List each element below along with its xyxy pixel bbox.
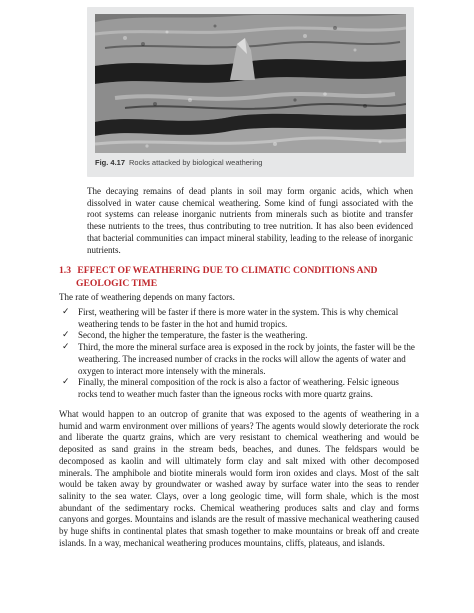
- list-item: [59, 342, 419, 377]
- section-title-line2: GEOLOGIC TIME: [76, 277, 158, 289]
- check-icon: ✓: [62, 377, 70, 388]
- list-item-text: First, weathering will be faster if there is more water in the system. This is why chemical weathering tends to be faster in the hot and humid tropics.: [78, 307, 399, 329]
- factors-checklist: [59, 307, 419, 401]
- figure-4-17: [87, 7, 414, 177]
- section-heading: [59, 265, 389, 290]
- check-icon: ✓: [62, 342, 70, 353]
- list-item: [59, 330, 419, 342]
- paragraph-organic-acids: The decaying remains of dead plants in soil may form organic acids, which when dissolved in water cause chemical weathering. Some kind of fungi associated with the root systems can release inorganic nutrients from minerals such as biotite and transfer these nutrients to the trees, thus contributing to tree nutrition. It has also been evidenced that bacterial communities can impact mineral stability, leading to the release of inorganic nutrients.: [87, 186, 413, 255]
- check-icon: ✓: [62, 307, 70, 317]
- figure-number: Fig. 4.17: [95, 158, 126, 167]
- rock-photo: [95, 14, 406, 153]
- section-title-line1: EFFECT OF WEATHERING DUE TO CLIMATIC CONDITIONS AND: [77, 265, 378, 276]
- list-item: [59, 307, 419, 330]
- rock-photo-drawing: [95, 14, 406, 153]
- paragraph-granite-outcrop: What would happen to an outcrop of granite that was exposed to the agents of weathering in a humid and warm environment over millions of years? The agents would slowly deteriorate the rock and liberate the quartz grains, which are very resistant to chemical weathering and would be deposited as sand grains in the stream beds, beaches, and dunes. The feldspars would be decomposed as kaolin and will ultimately form clay and salt mixed with other decomposed minerals. The amphibole and biotite minerals would form iron oxides and clays. Most of the salt would be taken away by groundwater or washed away by surface water into the seas to render salinity to the sea water. Clays, over a long geologic time, will form shale, which is the most abundant of the sedimentary rocks. Chemical weathering produces salts and clay and forms canyons and gorges. Mountains and islands are the result of massive mechanical weathering caused by huge shifts in continental plates that smash together to make mountains or break off and create islands. In a way, mechanical weathering produces mountains, cliffs, plateaus, and islands.: [59, 409, 419, 548]
- factors-intro: The rate of weathering depends on many factors.: [59, 292, 235, 302]
- list-item-text: Finally, the mineral composition of the rock is also a factor of weathering. Felsic igneous rocks tend to weather much faster than the igneous rocks with more quartz grains.: [78, 377, 399, 399]
- figure-caption: [95, 158, 262, 167]
- list-item-text: Third, the more the mineral surface area is exposed in the rock by joints, the faster will be the weathering. The increased number of cracks in the rocks will allow the agents of water and oxygen to interact more intensely with the minerals.: [78, 342, 415, 376]
- list-item: [59, 377, 419, 400]
- list-item-text: Second, the higher the temperature, the faster is the weathering.: [78, 330, 308, 341]
- section-number: 1.3: [59, 265, 71, 276]
- check-icon: ✓: [62, 330, 70, 341]
- figure-caption-text: Rocks attacked by biological weathering: [129, 158, 263, 167]
